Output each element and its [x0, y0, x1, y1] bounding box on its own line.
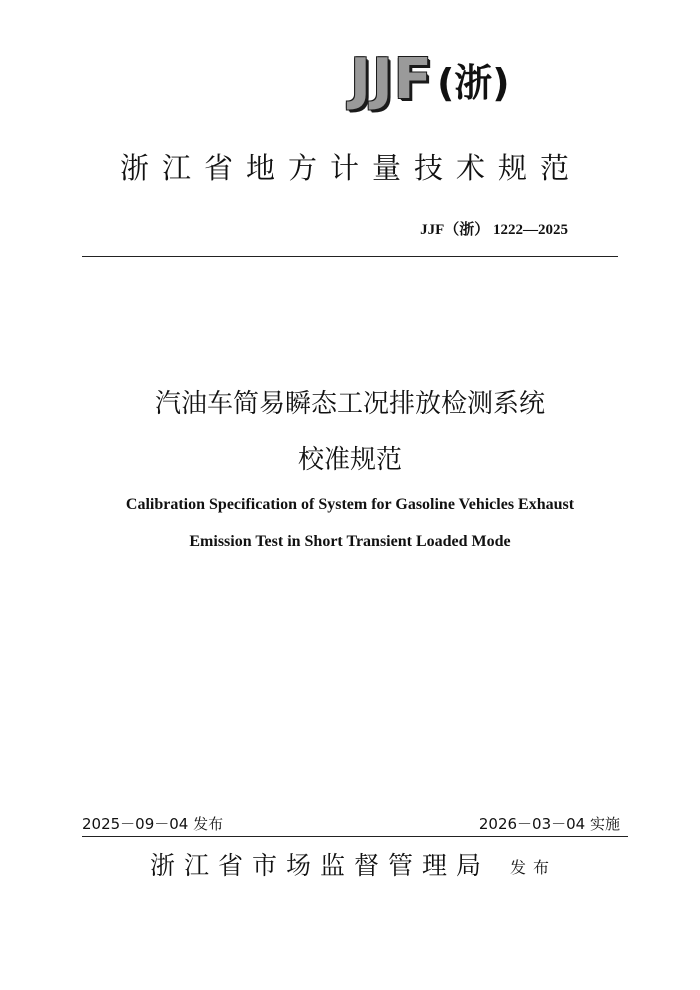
logo-letters: JJF [350, 47, 433, 112]
title-chinese-line1: 汽油车简易瞬态工况排放检测系统 [154, 389, 545, 419]
publisher-suffix: 发布 [510, 858, 557, 877]
bottom-divider [82, 836, 628, 837]
title-english-line2: Emission Test in Short Transient Loaded Mode [189, 533, 511, 550]
standard-code: JJF（浙） 1222—2025 [420, 222, 568, 238]
title-chinese-line2: 校准规范 [297, 445, 402, 475]
jjf-logo [350, 47, 510, 112]
effective-date: 2026－03－04 实施 [478, 815, 620, 833]
title-english-line1: Calibration Specification of System for Gasoline Vehicles Exhaust [125, 496, 575, 513]
logo-province: (浙) [436, 61, 510, 105]
standard-category: 浙江省地方计量技术规范 [120, 151, 583, 185]
top-divider [82, 256, 618, 257]
issue-date: 2025－09－04 发布 [82, 815, 224, 833]
publisher-name: 浙江省市场监督管理局 [150, 851, 491, 880]
